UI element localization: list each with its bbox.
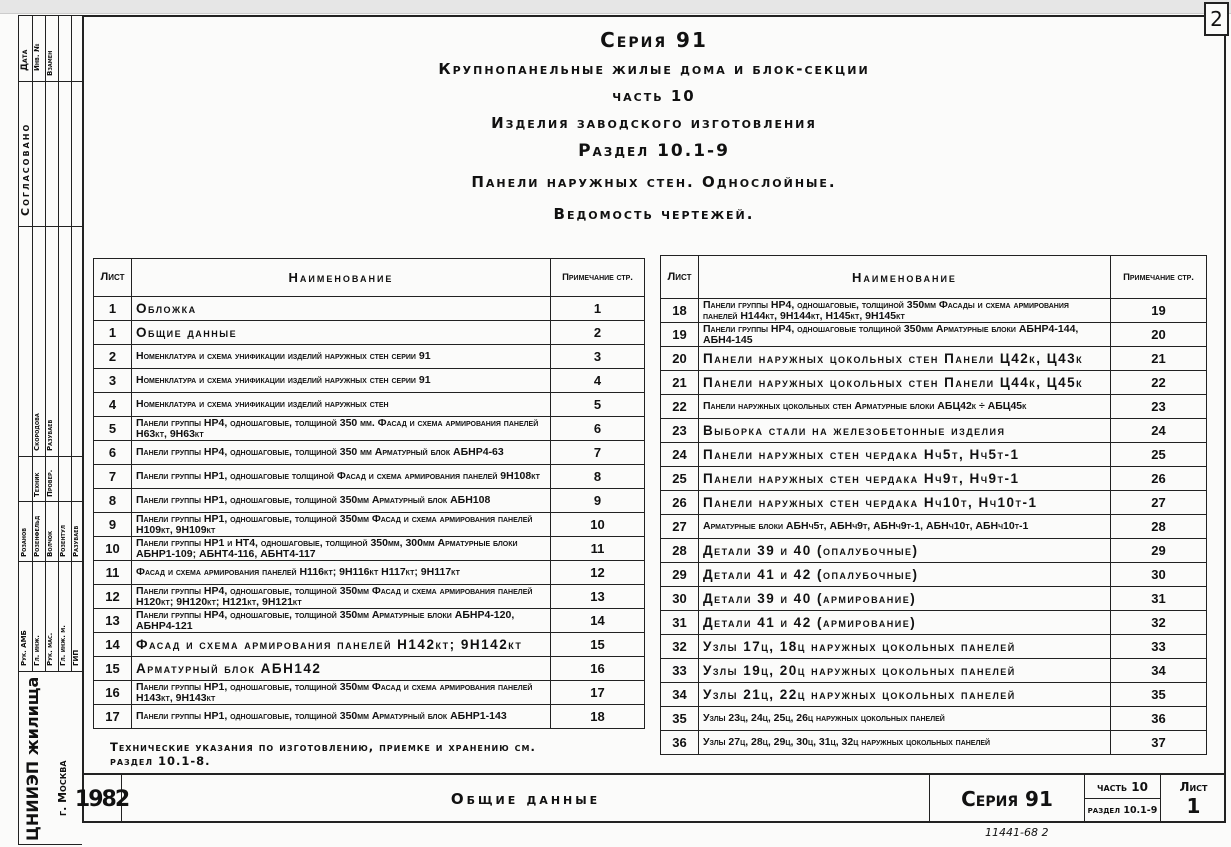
sheet-number: 30 <box>661 587 699 611</box>
table-row <box>661 467 1207 491</box>
strip-role: Рук. АМБ <box>20 630 28 666</box>
table-row <box>94 489 645 513</box>
table-row <box>94 609 645 633</box>
table-row <box>661 707 1207 731</box>
table-row <box>94 681 645 705</box>
drawing-name: Узлы 19ц, 20ц наружных цокольных панелей <box>699 659 1111 683</box>
table-row <box>94 417 645 441</box>
table-row <box>661 395 1207 419</box>
drawing-name: Панели группы НР1, одношаговые, толщиной 350мм Арматурный блок АБН108 <box>132 489 551 513</box>
drawing-name: Панели группы НР4, одношаговые, толщиной 350мм Арматурные блоки АБНР4-120, АБНР4-121 <box>132 609 551 633</box>
archive-reference: 11441-68 2 <box>985 826 1049 839</box>
sheet-number: 19 <box>661 323 699 347</box>
table-row <box>661 419 1207 443</box>
table-row <box>661 539 1207 563</box>
drawing-name: Детали 41 и 42 (армирование) <box>699 611 1111 635</box>
table-row <box>94 321 645 345</box>
page-ref: 10 <box>551 513 645 537</box>
sheet-number: 18 <box>661 299 699 323</box>
page-ref: 18 <box>551 705 645 729</box>
page-ref: 22 <box>1111 371 1207 395</box>
page-ref: 37 <box>1111 731 1207 755</box>
table-row <box>94 441 645 465</box>
col-name: Наименование <box>699 256 1111 299</box>
drawing-name: Панели наружных стен чердака Нч10т, Нч10т-1 <box>699 491 1111 515</box>
drawing-name: Панели группы НР4, одношаговые, толщиной 350мм Фасад и схема армирования панелей Н120кт; 9Н120кт; Н121кт, 9Н121кт <box>132 585 551 609</box>
sheet-number: 23 <box>661 419 699 443</box>
sheet-number: 2 <box>94 345 132 369</box>
page-ref: 32 <box>1111 611 1207 635</box>
table-row <box>661 347 1207 371</box>
title-block <box>74 773 1226 823</box>
table-row <box>94 633 645 657</box>
strip-role: Гл. инж. м. <box>59 625 67 666</box>
drawing-name: Узлы 23ц, 24ц, 25ц, 26ц наружных цокольных панелей <box>699 707 1111 731</box>
table-row <box>661 515 1207 539</box>
sheet-number: 13 <box>94 609 132 633</box>
stamp-sheet-label: Лист <box>1179 780 1208 794</box>
col-note: Примечание стр. <box>1111 256 1207 299</box>
table-row <box>94 657 645 681</box>
sheet-number: 31 <box>661 611 699 635</box>
sheet-number: 25 <box>661 467 699 491</box>
table-row <box>94 513 645 537</box>
drawing-name: Панели группы НР1, одношаговые, толщиной 350мм Фасад и схема армирования панелей Н109кт, 9Н109кт <box>132 513 551 537</box>
sheet-number: 22 <box>661 395 699 419</box>
table-row <box>94 345 645 369</box>
page-ref: 26 <box>1111 467 1207 491</box>
table-row <box>94 561 645 585</box>
page-ref: 2 <box>551 321 645 345</box>
sheet-number: 14 <box>94 633 132 657</box>
drawing-name: Фасад и схема армирования панелей Н116кт; 9Н116кт Н117кт; 9Н117кт <box>132 561 551 585</box>
document-title: Крупнопанельные жилые дома и блок-секции <box>438 60 870 78</box>
drawings-table-left <box>93 258 645 729</box>
drawing-name: Узлы 21ц, 22ц наружных цокольных панелей <box>699 683 1111 707</box>
strip-role: Провер. <box>46 469 54 497</box>
table-row <box>94 297 645 321</box>
table-row <box>94 369 645 393</box>
table-row <box>661 683 1207 707</box>
table-row <box>661 731 1207 755</box>
page-ref: 17 <box>551 681 645 705</box>
drawing-name: Фасад и схема армирования панелей Н142кт; 9Н142кт <box>132 633 551 657</box>
drawing-name: Арматурный блок АБН142 <box>132 657 551 681</box>
sheet-number: 36 <box>661 731 699 755</box>
strip-agreed: Согласовано <box>19 122 32 216</box>
drawing-name: Детали 39 и 40 (опалубочные) <box>699 539 1111 563</box>
table-row <box>661 323 1207 347</box>
drawing-name: Номенклатура и схема унификации изделий наружных стен <box>132 393 551 417</box>
strip-role: Гл. инж. <box>33 635 41 666</box>
drawing-name: Панели наружных стен чердака Нч9т, Нч9т-1 <box>699 467 1111 491</box>
strip-name: Волчок <box>46 530 54 557</box>
table-row <box>661 659 1207 683</box>
strip-date: Дата <box>20 49 30 71</box>
page-ref: 12 <box>551 561 645 585</box>
section-title: Раздел 10.1-9 <box>578 141 730 161</box>
drawing-name: Панели группы НР4, одношаговые, толщиной 350мм Фасады и схема армирования панелей Н144кт, 9Н144кт, Н145кт, 9Н145кт <box>699 299 1111 323</box>
page-ref: 29 <box>1111 539 1207 563</box>
drawing-name: Панели группы НР1, одношаговые толщиной Фасад и схема армирования панелей 9Н108кт <box>132 465 551 489</box>
drawing-name: Узлы 17ц, 18ц наружных цокольных панелей <box>699 635 1111 659</box>
page-ref: 3 <box>551 345 645 369</box>
drawing-name: Панели группы НР1, одношаговые, толщиной 350мм Фасад и схема армирования панелей Н143кт, 9Н143кт <box>132 681 551 705</box>
table-row <box>661 635 1207 659</box>
col-note: Примечание стр. <box>551 259 645 297</box>
table-row <box>661 587 1207 611</box>
page-ref: 28 <box>1111 515 1207 539</box>
sheet-number: 4 <box>94 393 132 417</box>
stamp-section: раздел 10.1-9 <box>1087 805 1158 816</box>
sheet-number: 20 <box>661 347 699 371</box>
drawing-name: Детали 41 и 42 (опалубочные) <box>699 563 1111 587</box>
table-row <box>94 585 645 609</box>
sheet-number: 8 <box>94 489 132 513</box>
drawing-name: Общие данные <box>132 321 551 345</box>
drawing-name: Панели наружных цокольных стен Панели Ц44к, Ц45к <box>699 371 1111 395</box>
page-number: 2 <box>1204 2 1229 36</box>
sheet-number: 21 <box>661 371 699 395</box>
list-title: Ведомость чертежей. <box>553 205 755 223</box>
col-name: Наименование <box>132 259 551 297</box>
sheet-number: 6 <box>94 441 132 465</box>
drawing-name: Детали 39 и 40 (армирование) <box>699 587 1111 611</box>
table-row <box>94 705 645 729</box>
col-sheet: Лист <box>661 256 699 299</box>
drawing-name: Панели наружных стен чердака Нч5т, Нч5т-1 <box>699 443 1111 467</box>
sheet-number: 3 <box>94 369 132 393</box>
strip-role: Рук. мас. <box>46 632 54 666</box>
org-city: г. Москва <box>56 760 69 816</box>
drawings-table-right <box>660 255 1207 755</box>
page-ref: 6 <box>551 417 645 441</box>
page-ref: 21 <box>1111 347 1207 371</box>
sheet-number: 32 <box>661 635 699 659</box>
page-ref: 34 <box>1111 659 1207 683</box>
page-ref: 11 <box>551 537 645 561</box>
strip-name: Розанов <box>20 527 28 557</box>
drawing-name: Выборка стали на железобетонные изделия <box>699 419 1111 443</box>
strip-name: Разуваев <box>46 419 54 451</box>
page-ref: 1 <box>551 297 645 321</box>
page-ref: 13 <box>551 585 645 609</box>
drawing-name: Панели наружных цокольных стен Панели Ц42к, Ц43к <box>699 347 1111 371</box>
table-row <box>661 443 1207 467</box>
sheet-number: 12 <box>94 585 132 609</box>
page-ref: 15 <box>551 633 645 657</box>
sheet-number: 7 <box>94 465 132 489</box>
sheet-number: 15 <box>94 657 132 681</box>
drawing-name: Панели наружных цокольных стен Арматурные блоки АБЦ42к ÷ АБЦ45к <box>699 395 1111 419</box>
sheet-number: 24 <box>661 443 699 467</box>
drawing-name: Обложка <box>132 297 551 321</box>
drawing-name: Панели группы НР4, одношаговые, толщиной 350 мм. Фасад и схема армирования панелей Н63кт, 9Н63кт <box>132 417 551 441</box>
sheet-number: 33 <box>661 659 699 683</box>
drawing-name: Арматурные блоки АБНч5т, АБНч9т, АБНч9т-1, АБНч10т, АБНч10т-1 <box>699 515 1111 539</box>
page-ref: 7 <box>551 441 645 465</box>
page-ref: 19 <box>1111 299 1207 323</box>
page-ref: 20 <box>1111 323 1207 347</box>
stamp-sheet: 1 <box>1186 794 1201 818</box>
strip-role: ГИП <box>72 649 80 666</box>
strip-role: Техник <box>33 472 41 497</box>
table-row <box>94 465 645 489</box>
col-sheet: Лист <box>94 259 132 297</box>
subject-title: Панели наружных стен. Однослойные. <box>471 173 837 191</box>
drawing-name: Узлы 27ц, 28ц, 29ц, 30ц, 31ц, 32ц наружных цокольных панелей <box>699 731 1111 755</box>
strip-replace: Взамен <box>46 50 54 76</box>
page-ref: 14 <box>551 609 645 633</box>
stamp-part: часть 10 <box>1085 775 1160 799</box>
page-ref: 30 <box>1111 563 1207 587</box>
page-ref: 24 <box>1111 419 1207 443</box>
strip-name: Разуваев <box>72 525 80 557</box>
viewer-top-bar <box>0 0 1231 14</box>
page-ref: 5 <box>551 393 645 417</box>
page-ref: 25 <box>1111 443 1207 467</box>
sheet-number: 29 <box>661 563 699 587</box>
drawing-name: Панели группы НР1 и НТ4, одношаговые, толщиной 350мм, 300мм Арматурные блоки АБНР1-109; АБНТ4-116, АБНТ4-117 <box>132 537 551 561</box>
page-ref: 16 <box>551 657 645 681</box>
strip-inv: Инв. № <box>33 43 41 71</box>
part-title: часть 10 <box>612 87 696 105</box>
drawing-name: Панели группы НР4, одношаговые толщиной 350мм Арматурные блоки АБНР4-144, АБН4-145 <box>699 323 1111 347</box>
page-ref: 23 <box>1111 395 1207 419</box>
drawing-name: Панели группы НР1, одношаговые, толщиной 350мм Арматурный блок АБНР1-143 <box>132 705 551 729</box>
sheet-number: 35 <box>661 707 699 731</box>
sheet-number: 10 <box>94 537 132 561</box>
page-ref: 31 <box>1111 587 1207 611</box>
sheet-number: 34 <box>661 683 699 707</box>
products-title: Изделия заводского изготовления <box>491 114 817 132</box>
table-row <box>661 299 1207 323</box>
table-row <box>661 491 1207 515</box>
page-ref: 8 <box>551 465 645 489</box>
table-row <box>661 563 1207 587</box>
drawing-name: Номенклатура и схема унификации изделий наружных стен серии 91 <box>132 369 551 393</box>
sheet-number: 5 <box>94 417 132 441</box>
drawing-name: Панели группы НР4, одношаговые, толщиной 350 мм Арматурный блок АБНР4-63 <box>132 441 551 465</box>
technical-note: Технические указания по изготовлению, приемке и хранению см. раздел 10.1-8. <box>110 740 536 768</box>
table-row <box>661 371 1207 395</box>
table-row <box>94 537 645 561</box>
sheet-number: 1 <box>94 297 132 321</box>
sheet-number: 9 <box>94 513 132 537</box>
table-row <box>661 611 1207 635</box>
sheet-number: 11 <box>94 561 132 585</box>
approval-strip <box>18 15 82 845</box>
strip-name: Розенфельд <box>33 515 41 557</box>
table-row <box>94 393 645 417</box>
stamp-title: Общие данные <box>122 775 930 823</box>
stamp-year: 1982 <box>82 775 122 823</box>
page-ref: 35 <box>1111 683 1207 707</box>
page-ref: 36 <box>1111 707 1207 731</box>
sheet-number: 1 <box>94 321 132 345</box>
strip-name: Скородова <box>33 413 41 451</box>
page-ref: 33 <box>1111 635 1207 659</box>
sheet-number: 17 <box>94 705 132 729</box>
sheet-number: 28 <box>661 539 699 563</box>
org-name: ЦНИИЭП жилища <box>23 676 42 841</box>
sheet-number: 26 <box>661 491 699 515</box>
page-ref: 4 <box>551 369 645 393</box>
drawing-name: Номенклатура и схема унификации изделий наружных стен серии 91 <box>132 345 551 369</box>
strip-name: Розентул <box>59 525 67 557</box>
sheet-number: 16 <box>94 681 132 705</box>
page-ref: 27 <box>1111 491 1207 515</box>
stamp-series: Серия 91 <box>930 775 1085 823</box>
series-title: Серия 91 <box>600 28 708 52</box>
sheet-number: 27 <box>661 515 699 539</box>
page-ref: 9 <box>551 489 645 513</box>
